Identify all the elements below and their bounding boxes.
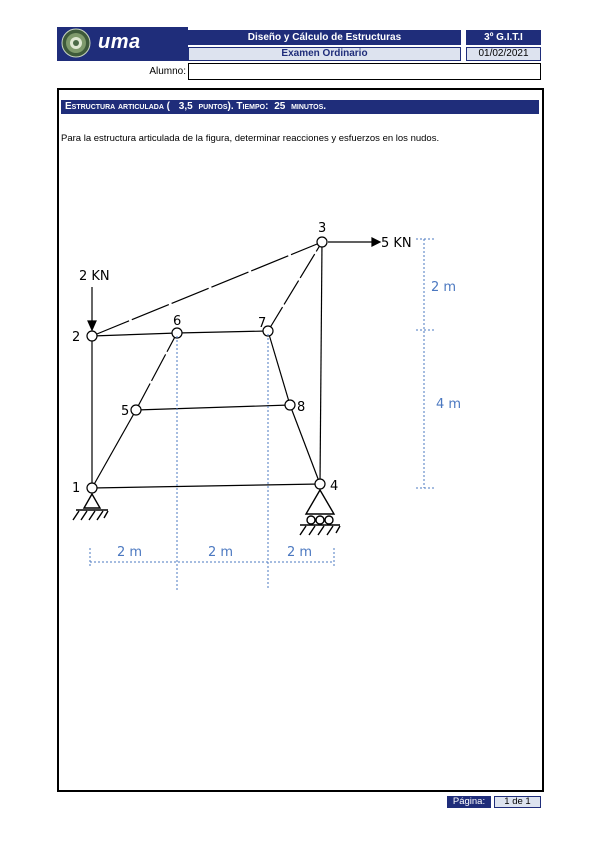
- node-5: [131, 405, 141, 415]
- section-title-part1: Estructura articulada (: [65, 101, 170, 112]
- dim-vertical-bottom: 4 m: [436, 397, 462, 412]
- problem-statement: Para la estructura articulada de la figura, determinar reacciones y esfuerzos en los nudos.: [61, 133, 440, 144]
- node-4: [315, 479, 325, 489]
- section-title-part2: puntos). Tiempo:: [198, 101, 269, 112]
- node-label-2: 2: [72, 330, 81, 345]
- node-label-1: 1: [72, 481, 81, 496]
- member-2-6: [92, 333, 177, 336]
- page-value: 1 de 1: [494, 796, 541, 808]
- node-label-6: 6: [173, 314, 182, 329]
- exam-type: Examen Ordinario: [188, 47, 461, 61]
- student-label: Alumno:: [149, 66, 186, 77]
- dim-horizontal-3: 2 m: [287, 545, 313, 560]
- pin-support-1: [84, 494, 100, 508]
- dim-horizontal-1: 2 m: [117, 545, 143, 560]
- node-2: [87, 331, 97, 341]
- course-title: Diseño y Cálculo de Estructuras: [188, 30, 461, 45]
- member-7-8: [268, 331, 290, 405]
- member-7-3: [268, 242, 322, 331]
- load-2kn-label: 2 KN: [79, 269, 110, 284]
- section-points: 3,5: [178, 101, 193, 112]
- node-8: [285, 400, 295, 410]
- section-minutes: 25: [274, 101, 286, 112]
- section-title-part3: minutos.: [291, 101, 327, 112]
- member-2-3: [92, 242, 322, 336]
- node-3: [317, 237, 327, 247]
- member-8-4: [290, 405, 320, 484]
- load-5kn-label: 5 KN: [381, 236, 412, 251]
- dim-vertical-top: 2 m: [431, 280, 457, 295]
- node-label-4: 4: [330, 479, 339, 494]
- member-5-6: [136, 333, 177, 410]
- node-1: [87, 483, 97, 493]
- member-3-4: [320, 242, 322, 484]
- member-5-8: [136, 405, 290, 410]
- member-6-7: [177, 331, 268, 333]
- page-label: Página:: [447, 796, 491, 808]
- node-label-5: 5: [121, 404, 130, 419]
- course-code: 3º G.I.T.I: [466, 30, 541, 45]
- dim-horizontal-2: 2 m: [208, 545, 234, 560]
- logo-text: uma: [98, 31, 141, 53]
- member-1-5: [92, 410, 136, 488]
- exam-date: 01/02/2021: [466, 47, 541, 61]
- load-2kn-arrowhead: [88, 321, 96, 330]
- node-label-3: 3: [318, 221, 327, 236]
- load-5kn-arrowhead: [372, 238, 380, 246]
- node-label-8: 8: [297, 400, 306, 415]
- node-label-7: 7: [258, 316, 267, 331]
- member-1-4: [92, 484, 320, 488]
